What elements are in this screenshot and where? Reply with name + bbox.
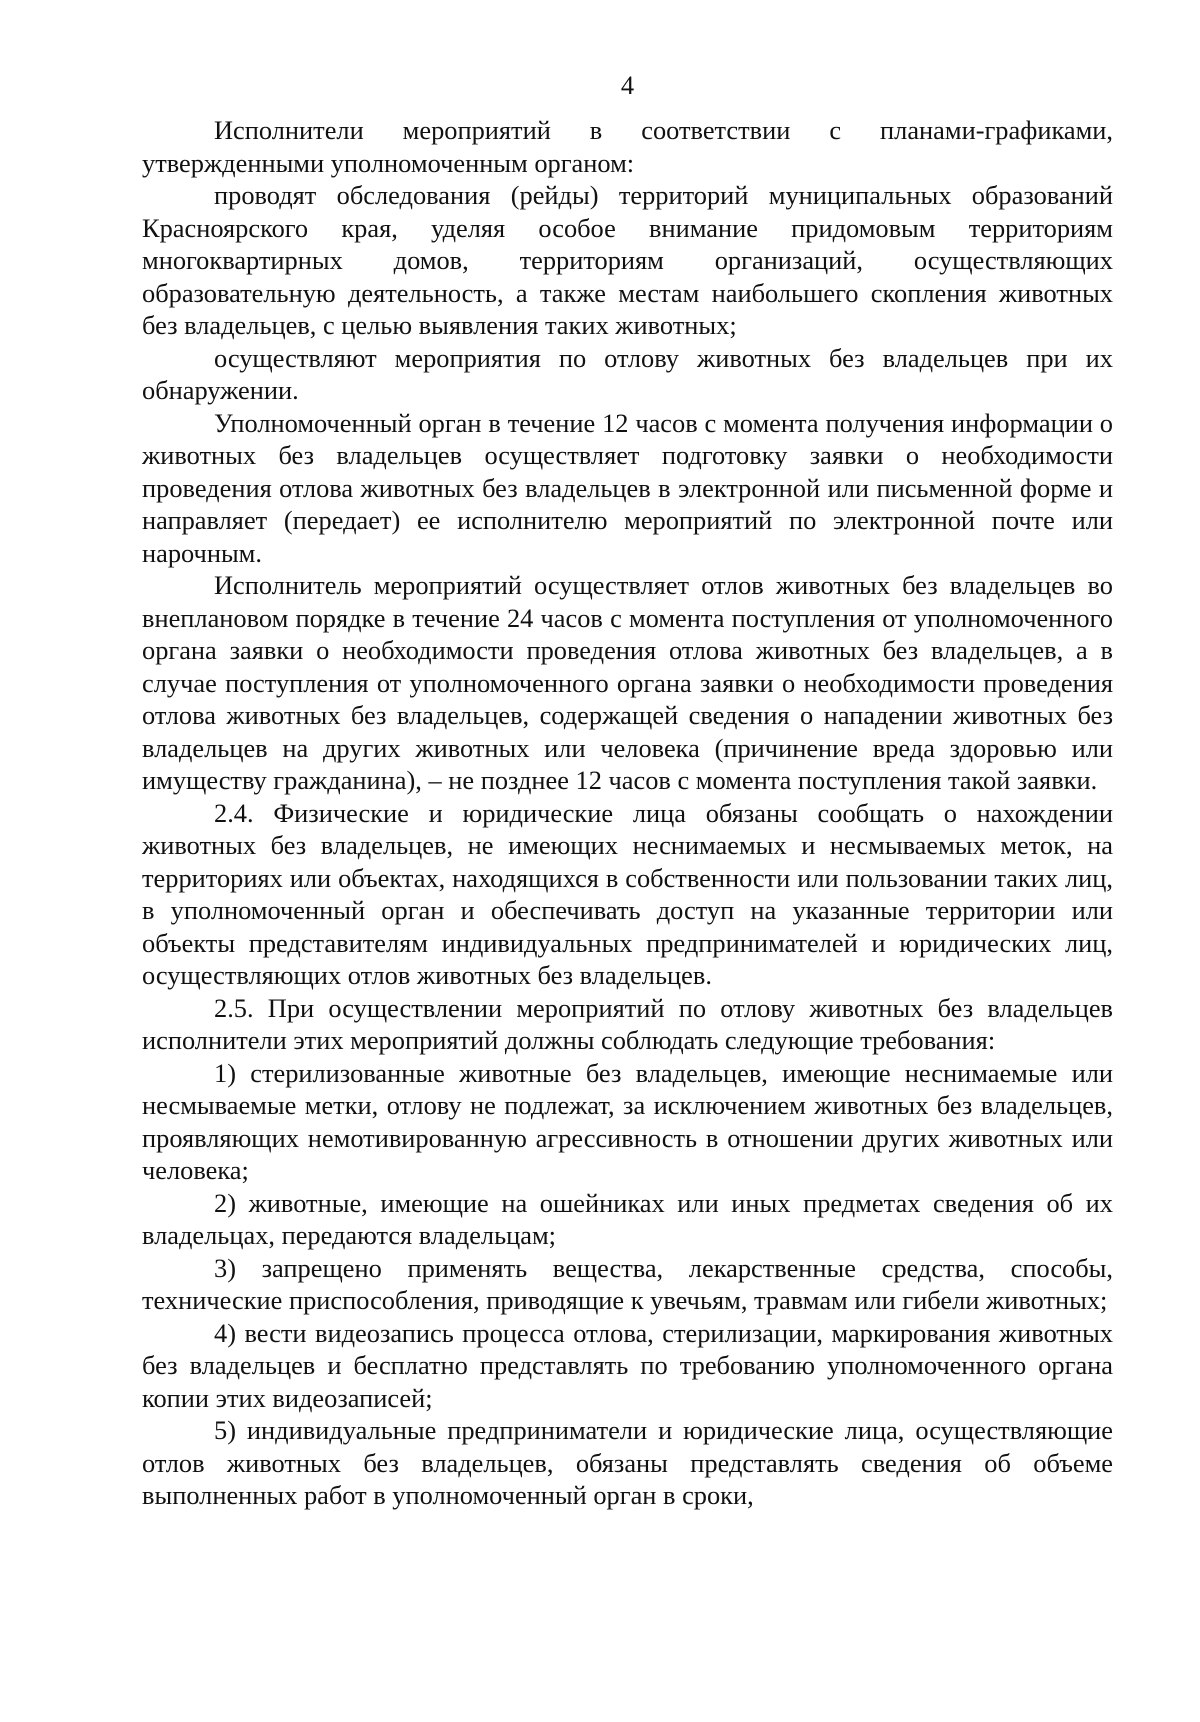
paragraph-authority-request: Уполномоченный орган в течение 12 часов с момента получения информации о животных без владельцев осуществляет подготовку заявки о необходимости проведения отлова животных без владельцев в электронной или письменной форме и направляет (передает) ее исполнителю мероприятий по электронной почте или нарочным. [142, 407, 1113, 568]
page-number: 4 [620, 70, 635, 100]
list-item-4: 4) вести видеозапись процесса отлова, стерилизации, маркирования животных без владельцев и бесплатно представлять по требованию уполномоченного органа копии этих видеозаписей; [142, 1317, 1113, 1413]
paragraph-executors-intro: Исполнители мероприятий в соответствии с планами-графиками, утвержденными уполномоченным органом: [142, 115, 1113, 178]
paragraph-capture-on-detection: осуществляют мероприятия по отлову животных без владельцев при их обнаружении. [142, 342, 1113, 405]
list-item-5: 5) индивидуальные предприниматели и юридические лица, осуществляющие отлов животных без владельцев, обязаны представлять сведения об объеме выполненных работ в уполномоченный орган в сроки, [142, 1415, 1113, 1510]
document-body [142, 114, 1113, 1512]
paragraph-section-2-5: 2.5. При осуществлении мероприятий по отлову животных без владельцев исполнители этих мероприятий должны соблюдать следующие требования: [142, 992, 1113, 1055]
list-item-2: 2) животные, имеющие на ошейниках или иных предметах сведения об их владельцах, передаются владельцам; [142, 1187, 1113, 1250]
paragraph-section-2-4: 2.4. Физические и юридические лица обязаны сообщать о нахождении животных без владельцев, не имеющих неснимаемых и несмываемых меток, на территориях или объектах, находящихся в собственности или пользовании таких лиц, в уполномоченный орган и обеспечивать доступ на указанные территории или объекты представителям индивидуальных предпринимателей и юридических лиц, осуществляющих отлов животных без владельцев. [142, 797, 1113, 990]
paragraph-raids: проводят обследования (рейды) территорий муниципальных образований Красноярского края, уделяя особое внимание придомовым территориям многоквартирных домов, территориям организаций, осуществляющих образовательную деятельность, а также местам наибольшего скопления животных без владельцев, с целью выявления таких животных; [142, 180, 1113, 340]
list-item-1: 1) стерилизованные животные без владельцев, имеющие неснимаемые или несмываемые метки, отлову не подлежат, за исключением животных без владельцев, проявляющих немотивированную агрессивность в отношении других животных или человека; [142, 1057, 1113, 1185]
document-page [142, 0, 1113, 1722]
paragraph-unscheduled-capture: Исполнитель мероприятий осуществляет отлов животных без владельцев во внеплановом порядке в течение 24 часов с момента поступления от уполномоченного органа заявки о необходимости проведения отлова животных без владельцев, а в случае поступления от уполномоченного органа заявки о необходимости проведения отлова животных без владельцев, содержащей сведения о нападении животных без владельцев на других животных или человека (причинение вреда здоровью или имуществу гражданина), – не позднее 12 часов с момента поступления такой заявки. [142, 570, 1113, 795]
list-item-3: 3) запрещено применять вещества, лекарственные средства, способы, технические приспособления, приводящие к увечьям, травмам или гибели животных; [142, 1252, 1113, 1315]
